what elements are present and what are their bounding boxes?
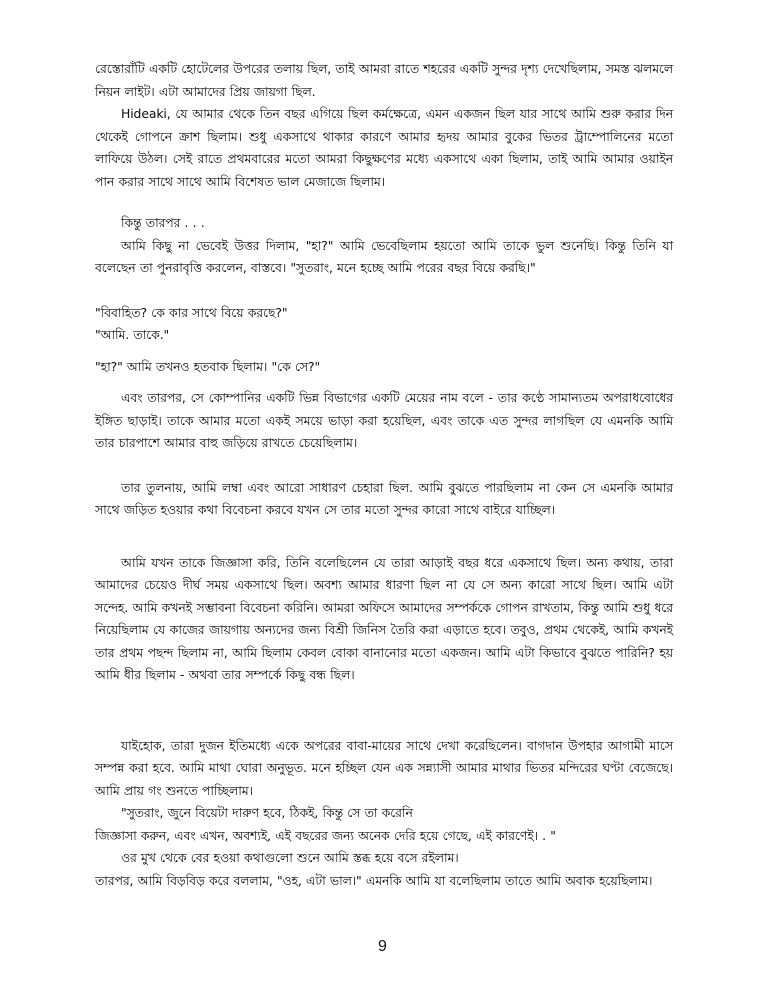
page-number: 9 <box>378 938 387 955</box>
paragraph: "বিবাহিত? কে কার সাথে বিয়ে করছে?" <box>95 304 288 320</box>
paragraph: "সুতরাং, জুনে বিয়েটা দারুণ হবে, ঠিকই, কিন্তু সে তা করেনি <box>121 805 413 820</box>
paragraph: "হা?" আমি তখনও হতবাক ছিলাম। "কে সে?" <box>95 358 321 374</box>
paragraph-spacer <box>95 522 673 552</box>
paragraph-spacer <box>95 455 673 477</box>
text-column <box>95 58 673 892</box>
paragraph: রেস্তোরাঁটি একটি হোটেলের উপরের তলায় ছিল, তাই আমরা রাতে শহরের একটি সুন্দর দৃশ্য দেখেছিলাম, সমস্ত ঝলমলে নিয়ন লাইট। এটা আমাদের প্রিয় জায়গা ছিল. <box>95 61 673 99</box>
paragraph-spacer <box>95 193 673 212</box>
paragraph: তারপর, আমি বিড়বিড় করে বললাম, "ওহ, এটা ভাল।" এমনকি আমি যা বলেছিলাম তাতে আমি অবাক হয়েছিলাম। <box>95 872 653 888</box>
paragraph-spacer <box>95 280 673 302</box>
paragraph: এবং তারপর, সে কোম্পানির একটি ভিন্ন বিভাগের একটি মেয়ের নাম বলে - তার কণ্ঠে সামান্যতম অপরাধবোধের ইঙ্গিত ছাড়াই। তাকে আমার মতো একই সময়ে ভাড়া করা হয়েছিল, এবং তাকে এত সুন্দর লাগছিল যে এমনকি আমি তার চারপাশে আমার বাহু জড়িয়ে রাখতে চেয়েছিলাম। <box>95 390 673 450</box>
paragraph-spacer <box>95 347 673 356</box>
paragraph-spacer <box>95 378 673 387</box>
paragraph: আমি কিছু না ভেবেই উত্তর দিলাম, "হা?" আমি ভেবেছিলাম হয়তো আমি তাকে ভুল শুনেছি। কিন্তু তিনি যা বলেছেন তা পুনরাবৃত্তি করলেন, বাস্তবে। "সুতরাং, মনে হচ্ছে আমি পরের বছর বিয়ে করছি।" <box>95 237 673 275</box>
paragraph: জিজ্ঞাসা করুন, এবং এখন, অবশ্যই, এই বছরের জন্য অনেক দেরি হয়ে গেছে, এই কারণেই। . " <box>95 827 556 843</box>
paragraph: তার তুলনায়, আমি লম্বা এবং আরো সাধারণ চেহারা ছিল. আমি বুঝতে পারছিলাম না কেন সে এমনকি আমার সাথে জড়িত হওয়ার কথা বিবেচনা করবে যখন সে তার মতো সুন্দর কারো সাথে বাইরে যাচ্ছিল। <box>95 479 673 517</box>
paragraph: "আমি. তাকে." <box>95 327 170 342</box>
paragraph-spacer <box>95 687 673 735</box>
paragraph: ওর মুখ থেকে বের হওয়া কথাগুলো শুনে আমি স্তব্ধ হয়ে বসে রইলাম। <box>121 850 459 865</box>
paragraph: আমি যখন তাকে জিজ্ঞাসা করি, তিনি বলেছিলেন যে তারা আড়াই বছর ধরে একসাথে ছিল। অন্য কথায়, তারা আমাদের চেয়েও দীর্ঘ সময় একসাথে ছিল। অবশ্য আমার ধারণা ছিল না যে সে অন্য কারো সাথে ছিল। আমি এটা সন্দেহ. আমি কখনই সম্ভাবনা বিবেচনা করিনি। আমরা অফিসে আমাদের সম্পর্ককে গোপন রাখতাম, কিন্তু আমি শুধু ধরে নিয়েছিলাম যে কাজের জায়গায় অন্যদের জন্য বিশ্রী জিনিস তৈরি করা এড়াতে হবে। তবুও, প্রথম থেকেই, আমি কখনই তার প্রথম পছন্দ ছিলাম না, আমি ছিলাম কেবল বোকা বানানোর মতো একজন। আমি এটা কিভাবে বুঝতে পারিনি? হয় আমি ধীর ছিলাম - অথবা তার সম্পর্কে কিছু বন্ধ ছিল। <box>95 554 673 682</box>
paragraph: কিন্তু তারপর . . . <box>121 215 205 230</box>
paragraph: Hideaki, যে আমার থেকে তিন বছর এগিয়ে ছিল কর্মক্ষেত্রে, এমন একজন ছিল যার সাথে আমি শুরু করার দিন থেকেই গোপনে ক্রাশ ছিলাম। শুধু একসাথে থাকার কারণে আমার হৃদয় আমার বুকের ভিতর ট্রাম্পোলিনের মতো লাফিয়ে উঠল। সেই রাতে প্রথমবারের মতো আমরা কিছুক্ষণের মধ্যে একসাথে একা ছিলাম, তাই আমি আমার ওয়াইন পান করার সাথে সাথে আমি বিশেষত ভাল মেজাজে ছিলাম। <box>95 106 673 189</box>
paragraph: যাইহোক, তারা দুজন ইতিমধ্যে একে অপরের বাবা-মায়ের সাথে দেখা করেছিলেন। বাগদান উপহার আগামী মাসে সম্পন্ন করা হবে. আমি মাথা ঘোরা অনুভূত. মনে হচ্ছিল যেন এক সন্ন্যাসী আমার মাথার ভিতর মন্দিরের ঘণ্টা বেজেছে। আমি প্রায় গং শুনতে পাচ্ছিলাম। <box>95 737 673 798</box>
